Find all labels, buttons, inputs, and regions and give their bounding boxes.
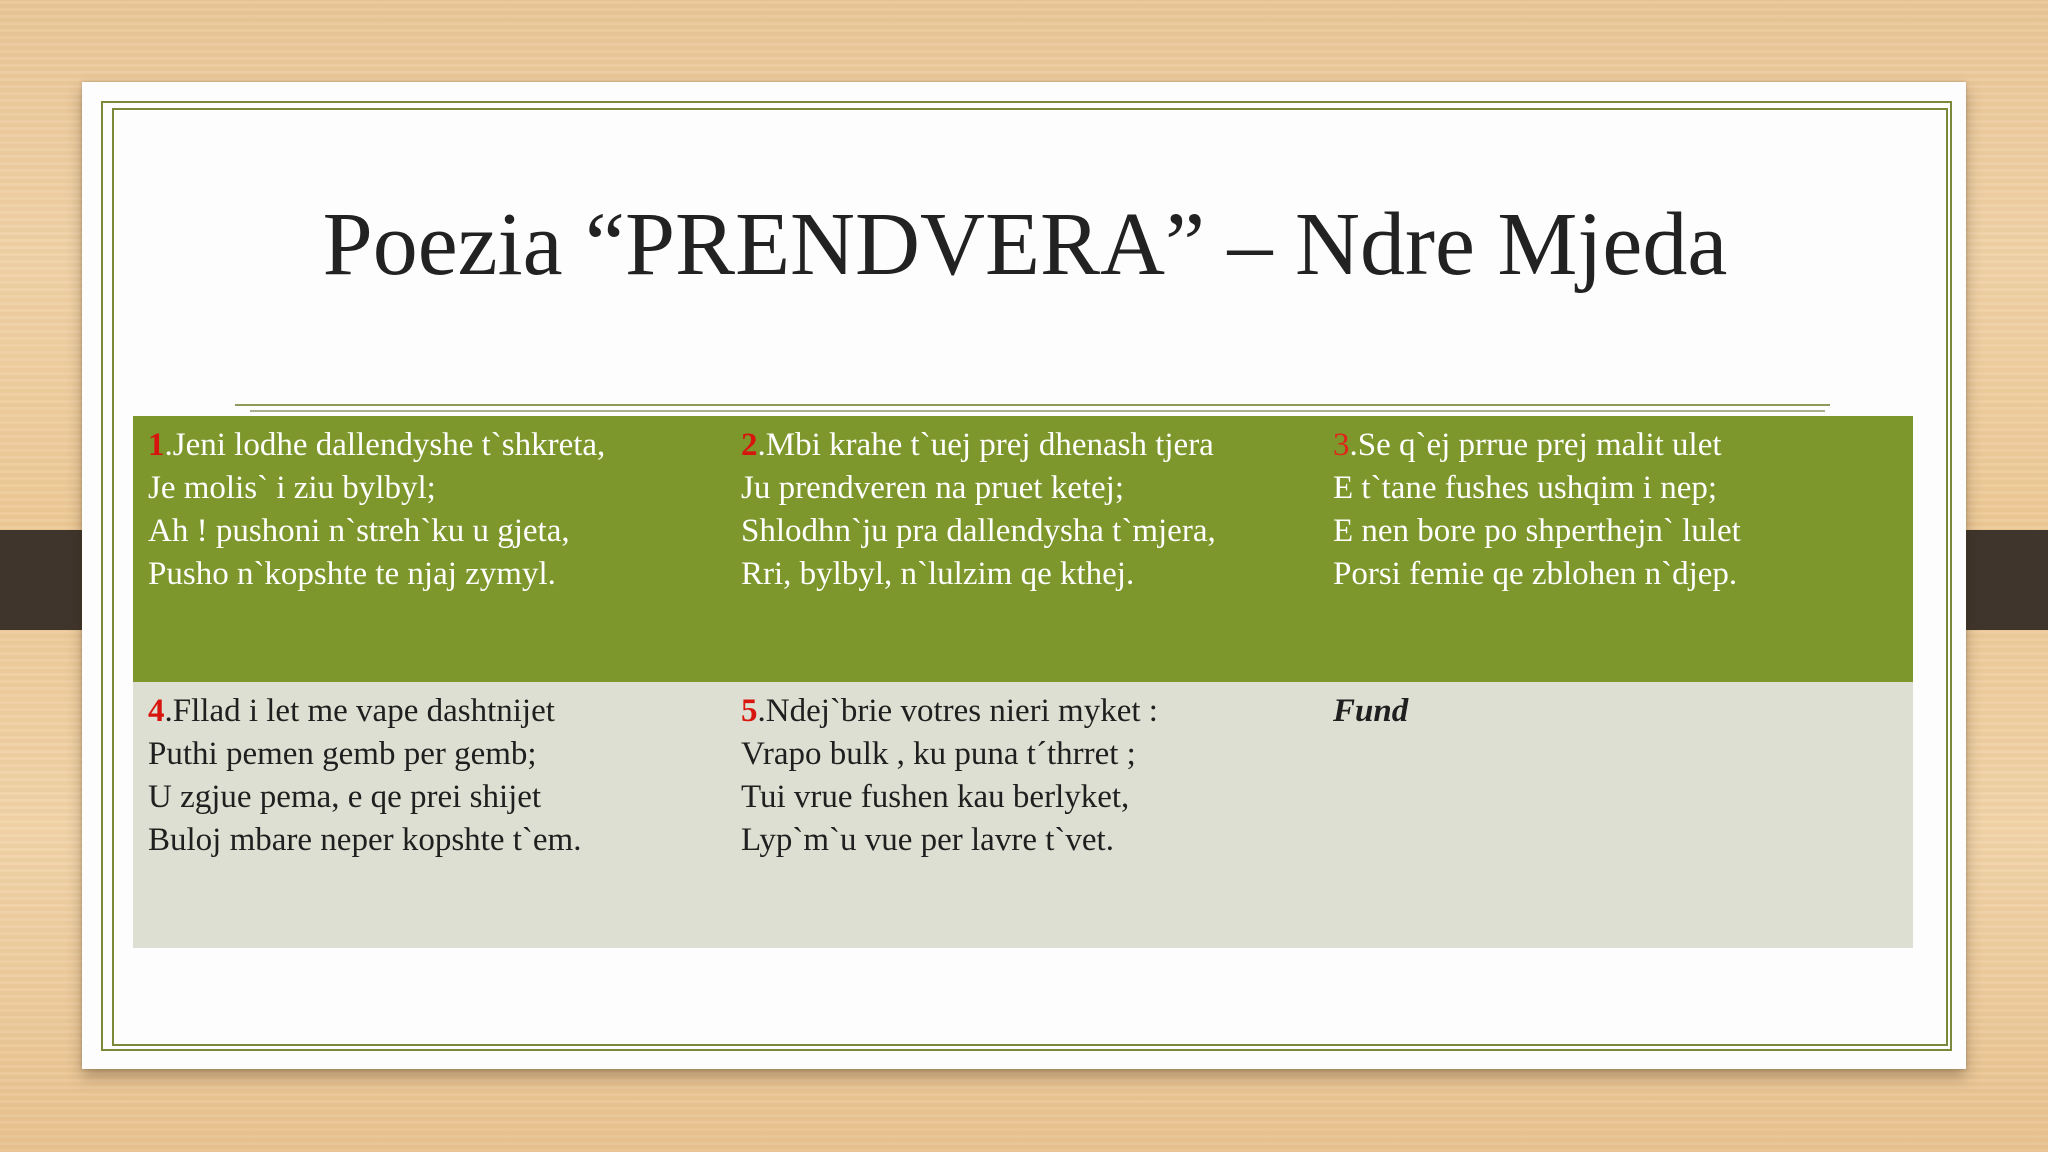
stanza-line: Mbi krahe t`uej prej dhenash tjera <box>765 427 1214 463</box>
stanza-number: 1 <box>148 427 165 463</box>
stanza-number: 5 <box>741 693 758 729</box>
stanza-1: 1.Jeni lodhe dallendyshe t`shkreta, Je molis` i ziu bylbyl; Ah ! pushoni n`streh`ku u gjeta, Pusho n`kopshte te njaj zymyl. <box>148 424 728 596</box>
poem-table <box>133 416 1913 948</box>
stanza-line: E nen bore po shperthejn` lulet <box>1333 513 1741 549</box>
stanza-line: Se q`ej prrue prej malit ulet <box>1357 427 1722 463</box>
stanza-line: Ndej`brie votres nieri myket : <box>765 693 1158 729</box>
stanza-line: Tui vrue fushen kau berlyket, <box>741 779 1130 815</box>
table-row <box>133 682 1913 948</box>
stanza-line: Lyp`m`u vue per lavre t`vet. <box>741 822 1114 858</box>
end-cell <box>1333 690 1913 733</box>
stanza-2: 2.Mbi krahe t`uej prej dhenash tjera Ju prendveren na pruet ketej; Shlodhn`ju pra dallendysha t`mjera, Rri, bylbyl, n`lulzim qe kthej. <box>741 424 1321 596</box>
table-row <box>133 416 1913 682</box>
stanza-line: E t`tane fushes ushqim i nep; <box>1333 470 1718 506</box>
stanza-line: Buloj mbare neper kopshte t`em. <box>148 822 582 858</box>
stanza-line: Porsi femie qe zblohen n`djep. <box>1333 556 1738 592</box>
stanza-line: U zgjue pema, e qe prei shijet <box>148 779 542 815</box>
end-label: Fund <box>1333 693 1409 729</box>
stanza-5: 5.Ndej`brie votres nieri myket : Vrapo bulk , ku puna t´thrret ; Tui vrue fushen kau berlyket, Lyp`m`u vue per lavre t`vet. <box>741 690 1321 862</box>
title-divider-secondary <box>250 410 1825 412</box>
slide-title: Poezia “PRENDVERA” – Ndre Mjeda <box>322 195 1728 294</box>
stanza-line: Puthi pemen gemb per gemb; <box>148 736 537 772</box>
stanza-line: Jeni lodhe dallendyshe t`shkreta, <box>172 427 606 463</box>
stanza-line: Vrapo bulk , ku puna t´thrret ; <box>741 736 1136 772</box>
stanza-line: Fllad i let me vape dashtnijet <box>172 693 555 729</box>
stanza-number: 3 <box>1333 427 1350 463</box>
stanza-number: 4 <box>148 693 165 729</box>
stanza-4: 4.Fllad i let me vape dashtnijet Puthi pemen gemb per gemb; U zgjue pema, e qe prei shijet Buloj mbare neper kopshte t`em. <box>148 690 728 862</box>
stanza-line: Ah ! pushoni n`streh`ku u gjeta, <box>148 513 570 549</box>
stanza-line: Pusho n`kopshte te njaj zymyl. <box>148 556 556 592</box>
title-divider <box>235 404 1830 406</box>
stanza-line: Rri, bylbyl, n`lulzim qe kthej. <box>741 556 1135 592</box>
stanza-3: 3.Se q`ej prrue prej malit ulet E t`tane fushes ushqim i nep; E nen bore po shperthejn` lulet Porsi femie qe zblohen n`djep. <box>1333 424 1913 596</box>
stanza-line: Shlodhn`ju pra dallendysha t`mjera, <box>741 513 1216 549</box>
stanza-line: Je molis` i ziu bylbyl; <box>148 470 436 506</box>
stanza-number: 2 <box>741 427 758 463</box>
stanza-line: Ju prendveren na pruet ketej; <box>741 470 1125 506</box>
